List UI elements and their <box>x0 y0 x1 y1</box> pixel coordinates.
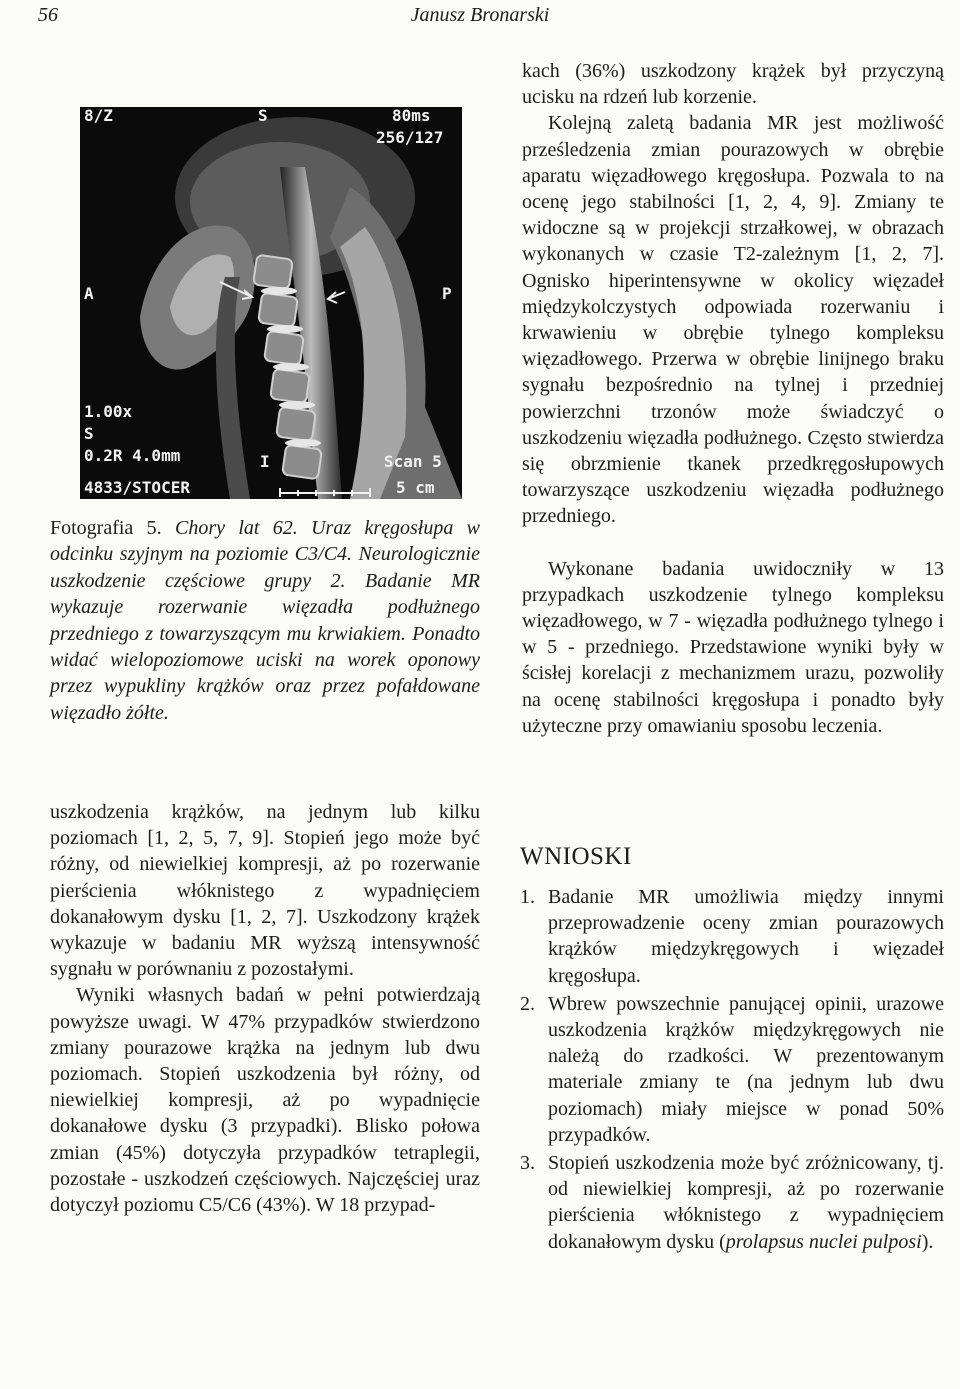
list-number: 3. <box>520 1152 535 1175</box>
mri-label-inferior: I <box>260 452 270 471</box>
left-paragraph-2: Wyniki własnych badań w pełni potwierdzają powyższe uwagi. W 47% przypadków stwierdzono zmiany pourazowe krążka na jednym lub dwu poziomach. Stopień uszkodzenia był różny, od niewielkiej kompresji, aż po wypadnięcie dokanałowe dysku (3 przypadki). Blisko połowa zmian (45%) dotyczyła przypadków tetraplegii, pozostałe - uszkodzeń częściowych. Najczęściej uraz dotyczył poziomu C5/C6 (43%). W 18 przypad- <box>50 984 480 1217</box>
list-text: Badanie MR umożliwia między innymi przeprowadzenie oceny zmian pourazowych krążków międzykręgowych i więzadeł kręgosłupa. <box>548 886 944 987</box>
mri-label-anterior: A <box>84 284 94 303</box>
mri-label-study: 4833/STOCER <box>84 478 190 497</box>
figure-caption <box>50 515 480 726</box>
mri-label-posterior: P <box>442 284 452 303</box>
conclusions-list <box>520 884 944 1257</box>
mri-figure <box>80 107 462 499</box>
page-number: 56 <box>38 4 58 26</box>
list-number: 2. <box>520 992 535 1015</box>
list-number: 1. <box>520 886 535 908</box>
list-text-italic: prolapsus nuclei pulposi <box>725 1230 922 1253</box>
mri-label-scan: Scan 5 <box>384 452 442 471</box>
section-heading: WNIOSKI <box>520 843 632 870</box>
left-column <box>50 799 480 1218</box>
mri-label-echo-time: 80ms <box>392 107 431 125</box>
list-item <box>520 884 944 989</box>
mri-label-sequence: 8/Z <box>84 107 113 125</box>
right-paragraph-2: Kolejną zaletą badania MR jest możliwość prześledzenia zmian pourazowych w obrębie aparatu więzadłowego kręgosłupa. Pozwala to na ocenę jego stabilności [1, 2, 4, 9]. Zmiany te widoczne są w projekcji strzałkowej, w obrazach wykonanych w czasie T2-zależnym [1, 2, 7]. Ognisko hiperintensywne w okolicy więzadeł międzykolczystych odpowiada rozerwaniu i krwawieniu w obrębie tylnego kompleksu więzadłowego. Przerwa w obrębie linijnego braku sygnału bezpośrednio na tylnej i przedniej powierzchni trzonów może świadczyć o uszkodzeniu więzadła podłużnego. Często stwierdza się obrzmienie tkanek przedkręgosłupowych towarzyszące uszkodzeniu więzadła podłużnego przedniego. <box>522 112 944 528</box>
mri-label-slice: 0.2R 4.0mm <box>84 446 181 465</box>
mri-image <box>80 107 462 499</box>
caption-text: Chory lat 62. Uraz kręgosłupa w odcinku szyjnym na poziomie C3/C4. Neurologicznie uszkodzenie częściowe grupy 2. Badanie MR wykazuje rozerwanie więzadła podłużnego przedniego z towarzyszącym mu krwiakiem. Ponadto widać wielopoziomowe uciski na worek oponowy przez wypukliny krążków oraz przez pofałdowane więzadło żółte. <box>50 517 481 724</box>
running-head: Janusz Bronarski <box>410 4 550 26</box>
mri-label-s: S <box>84 424 94 443</box>
mri-label-orientation-top: S <box>258 107 268 125</box>
list-text-tail: ). <box>921 1230 934 1253</box>
right-column <box>522 58 944 739</box>
list-text <box>548 1150 944 1255</box>
right-paragraph-1: kach (36%) uszkodzony krążek był przyczyną ucisku na rdzeń lub korzenie. <box>522 60 944 109</box>
right-paragraph-3: Wykonane badania uwidoczniły w 13 przypadkach uszkodzenie tylnego kompleksu więzadłowego, w 7 - więzadła podłużnego tylnego i w 5 - przedniego. Przedstawione wyniki były w ścisłej korelacji z mechanizmem urazu, pozwoliły na ocenę stabilności kręgosłupa i ponadto były użyteczne przy omawianiu sposobu leczenia. <box>522 557 944 737</box>
mri-label-scale: 5 cm <box>396 478 435 497</box>
list-text-main: Stopień uszkodzenia może być zróżnicowany, tj. od niewielkiej kompresji, aż po rozerwanie pierścienia włóknistego z wypadnięciem dokanałowym dysku ( <box>548 1152 944 1253</box>
list-item <box>520 991 944 1148</box>
mri-label-matrix: 256/127 <box>376 128 444 147</box>
list-item <box>520 1150 944 1255</box>
mri-label-zoom: 1.00x <box>84 402 133 421</box>
left-paragraph-1: uszkodzenia krążków, na jednym lub kilku poziomach [1, 2, 5, 7, 9]. Stopień jego może być różny, od niewielkiej kompresji, aż po rozerwanie pierścienia włóknistego z wypadnięciem dokanałowym dysku [1, 2, 7]. Uszkodzony krążek wykazuje w badaniu MR wyższą intensywność sygnału w porównaniu z pozostałymi. <box>50 801 480 981</box>
caption-lead: Fotografia 5. <box>50 517 162 539</box>
list-text: Wbrew powszechnie panującej opinii, urazowe uszkodzenia krążków międzykręgowych nie należą do rzadkości. W prezentowanym materiale zmiany te (na jednym lub dwu poziomach) miały miejsce w ponad 50% przypadków. <box>548 992 944 1146</box>
